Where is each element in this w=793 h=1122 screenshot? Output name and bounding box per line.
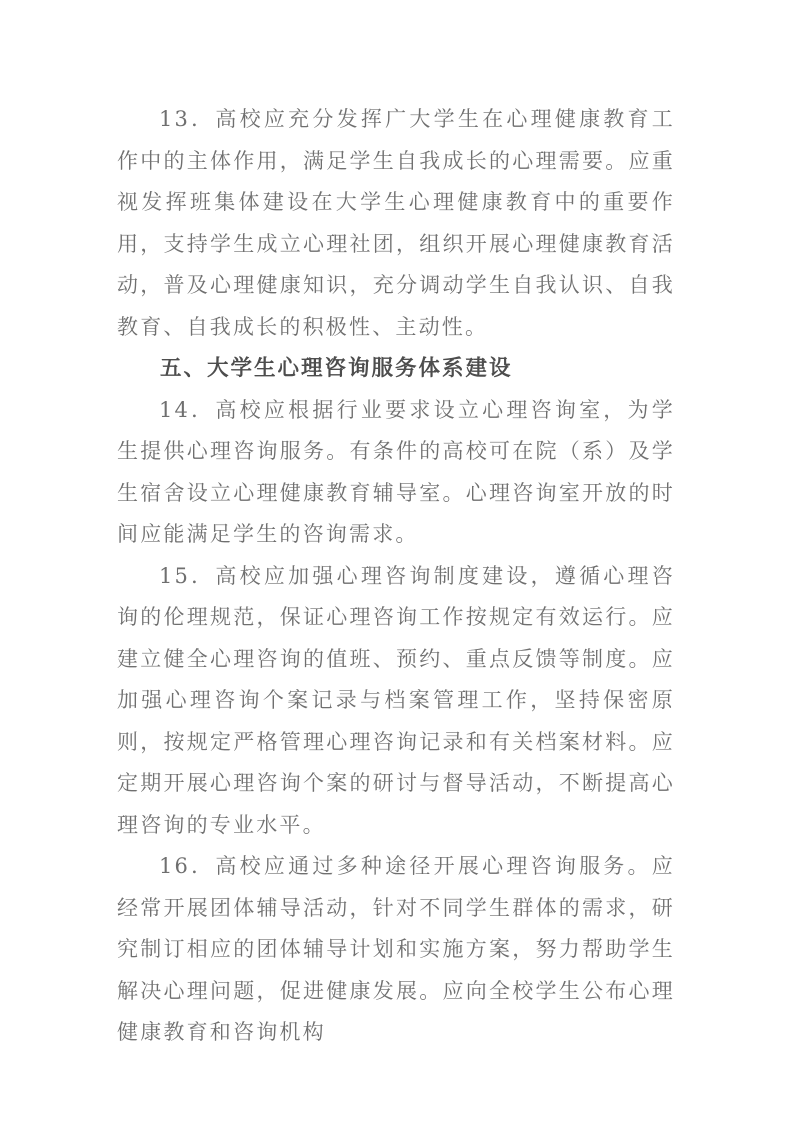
paragraph-item-16: 16．高校应通过多种途径开展心理咨询服务。应经常开展团体辅导活动，针对不同学生群体的需求，研究制订相应的团体辅导计划和实施方案，努力帮助学生解决心理问题，促进健康发展。应向全校学生公布心理健康教育和咨询机构 (117, 854, 675, 1044)
paragraph-item-15: 15．高校应加强心理咨询制度建设，遵循心理咨询的伦理规范，保证心理咨询工作按规定有效运行。应建立健全心理咨询的值班、预约、重点反馈等制度。应加强心理咨询个案记录与档案管理工作，坚持保密原则，按规定严格管理心理咨询记录和有关档案材料。应定期开展心理咨询个案的研讨与督导活动，不断提高心理咨询的专业水平。 (117, 563, 675, 837)
paragraph-item-13: 13．高校应充分发挥广大学生在心理健康教育工作中的主体作用，满足学生自我成长的心理需要。应重视发挥班集体建设在大学生心理健康教育中的重要作用，支持学生成立心理社团，组织开展心理健康教育活动，普及心理健康知识，充分调动学生自我认识、自我教育、自我成长的积极性、主动性。 (117, 107, 675, 339)
section-heading-5: 五、大学生心理咨询服务体系建设 (160, 356, 513, 381)
paragraph-item-14: 14．高校应根据行业要求设立心理咨询室，为学生提供心理咨询服务。有条件的高校可在院（系）及学生宿舍设立心理健康教育辅导室。心理咨询室开放的时间应能满足学生的咨询需求。 (117, 397, 675, 546)
